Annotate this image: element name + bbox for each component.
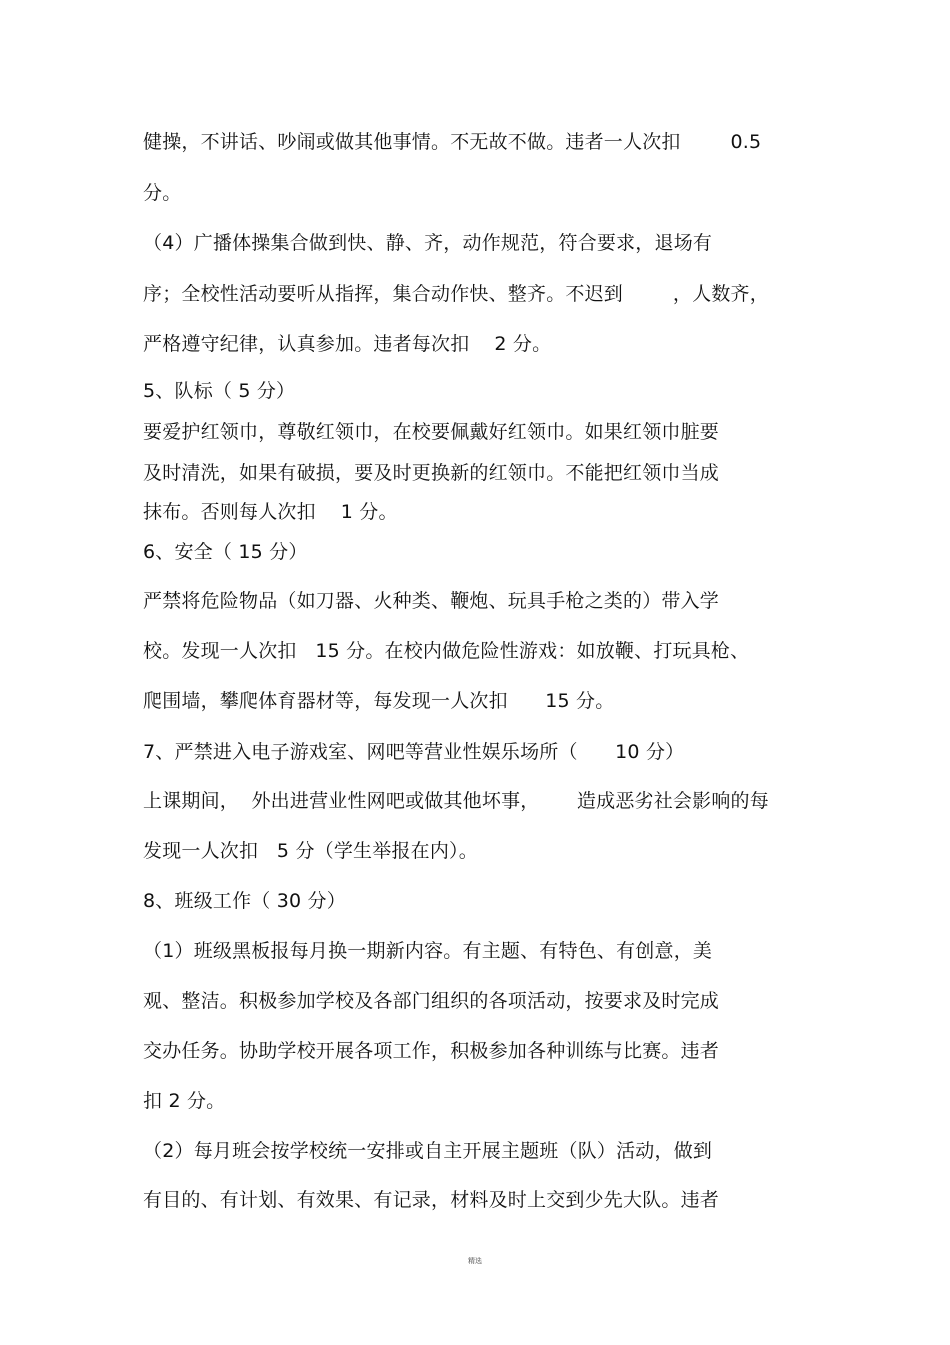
section-heading: 8、班级工作（ 30 分）	[143, 890, 346, 912]
section-heading: 6、安全（ 15 分）	[143, 541, 308, 563]
text-line: （1）班级黑板报每月换一期新内容。有主题、有特色、有创意，美	[143, 940, 713, 962]
text-line: 交办任务。协助学校开展各项工作，积极参加各种训练与比赛。违者	[143, 1040, 720, 1062]
text-line: 严禁将危险物品（如刀器、火种类、鞭炮、玩具手枪之类的）带入学	[143, 590, 720, 612]
text-line: 健操，不讲话、吵闹或做其他事情。不无故不做。违者一人次扣 0.5	[143, 131, 762, 153]
text-line: 校。发现一人次扣 15 分。在校内做危险性游戏：如放鞭、打玩具枪、	[143, 640, 750, 662]
text-line: 抹布。否则每人次扣 1 分。	[143, 501, 398, 523]
text-line: （2）每月班会按学校统一安排或自主开展主题班（队）活动，做到	[143, 1140, 713, 1162]
text-line: 观、整洁。积极参加学校及各部门组织的各项活动，按要求及时完成	[143, 990, 720, 1012]
text-line: 上课期间， 外出进营业性网吧或做其他坏事， 造成恶劣社会影响的每	[143, 790, 769, 812]
text-line: 爬围墙，攀爬体育器材等，每发现一人次扣 15 分。	[143, 690, 615, 712]
page-footer: 精选	[468, 1257, 482, 1265]
section-heading: 7、严禁进入电子游戏室、网吧等营业性娱乐场所（ 10 分）	[143, 741, 685, 763]
text-line: 发现一人次扣 5 分（学生举报在内）。	[143, 840, 478, 862]
text-line: 分。	[143, 182, 182, 204]
text-line: （4）广播体操集合做到快、静、齐，动作规范，符合要求，退场有	[143, 232, 713, 254]
text-line: 及时清洗，如果有破损，要及时更换新的红领巾。不能把红领巾当成	[143, 462, 720, 484]
text-line: 有目的、有计划、有效果、有记录，材料及时上交到少先大队。违者	[143, 1189, 720, 1211]
text-line: 序；全校性活动要听从指挥，集合动作快、整齐。不迟到 ，人数齐，	[143, 283, 769, 305]
text-line: 要爱护红领巾，尊敬红领巾，在校要佩戴好红领巾。如果红领巾脏要	[143, 421, 720, 443]
section-heading: 5、队标（ 5 分）	[143, 380, 296, 402]
text-line: 严格遵守纪律，认真参加。违者每次扣 2 分。	[143, 333, 552, 355]
text-line: 扣 2 分。	[143, 1090, 226, 1112]
